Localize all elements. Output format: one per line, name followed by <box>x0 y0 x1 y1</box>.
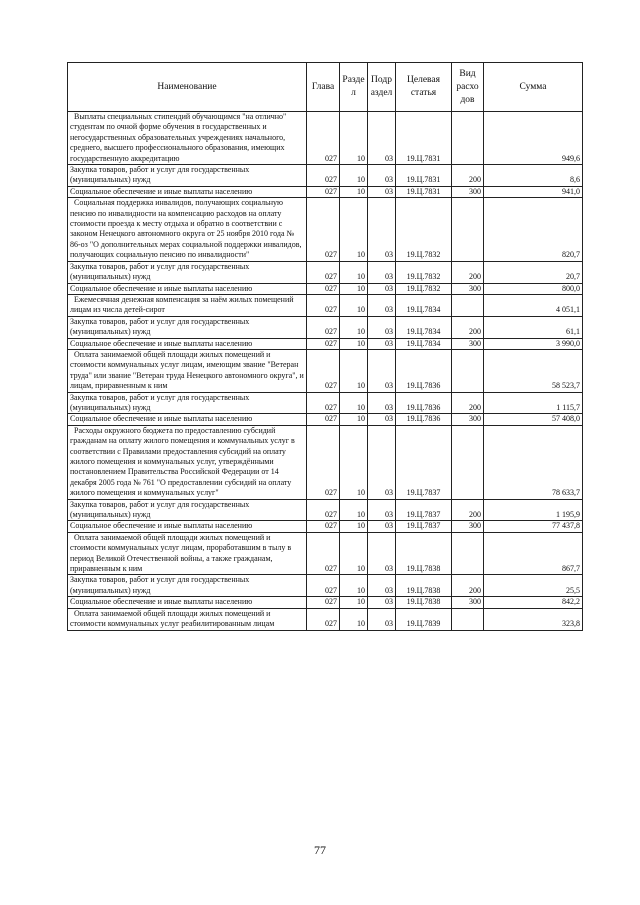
row-name-cell: Социальное обеспечение и иные выплаты населению <box>68 186 307 197</box>
table-row <box>68 414 583 425</box>
row-razdel-cell: 10 <box>340 575 368 597</box>
row-target-cell: 19.Ц.7834 <box>396 338 452 349</box>
table-row <box>68 283 583 294</box>
header-name: Наименование <box>68 63 307 112</box>
row-razdel-cell: 10 <box>340 532 368 575</box>
row-sum-cell: 949,6 <box>484 112 583 165</box>
row-target-cell: 19.Ц.7838 <box>396 532 452 575</box>
row-sum-cell: 8,6 <box>484 165 583 187</box>
row-glava-cell: 027 <box>307 575 340 597</box>
row-name-cell: Расходы окружного бюджета по предоставлению субсидий гражданам на оплату жилого помещения и коммунальных услуг в соответствии с Правилами предоставления субсидий на оплату жилого помещения и коммунальных услуг, утверждёнными постановлением Правительства Российской Федерации от 14 декабря 2005 года № 761 "О предоставлении субсидий на оплату жилого помещения и коммунальных услуг" <box>68 425 307 499</box>
row-target-cell: 19.Ц.7839 <box>396 608 452 630</box>
row-name-cell: Закупка товаров, работ и услуг для государственных (муниципальных) нужд <box>68 165 307 187</box>
row-podrazdel-cell: 03 <box>368 198 396 261</box>
row-razdel-cell: 10 <box>340 521 368 532</box>
row-razdel-cell: 10 <box>340 198 368 261</box>
table-row <box>68 198 583 261</box>
table-row <box>68 261 583 283</box>
row-target-cell: 19.Ц.7838 <box>396 575 452 597</box>
table-row <box>68 608 583 630</box>
table-row <box>68 575 583 597</box>
header-expense-type: Вид расхо дов <box>452 63 484 112</box>
row-glava-cell: 027 <box>307 597 340 608</box>
row-target-cell: 19.Ц.7832 <box>396 198 452 261</box>
table-header-row <box>68 63 583 112</box>
row-sum-cell: 20,7 <box>484 261 583 283</box>
row-glava-cell: 027 <box>307 521 340 532</box>
table-row <box>68 338 583 349</box>
row-target-cell: 19.Ц.7831 <box>396 186 452 197</box>
row-glava-cell: 027 <box>307 261 340 283</box>
row-glava-cell: 027 <box>307 283 340 294</box>
row-name-cell: Ежемесячная денежная компенсация за наём жилых помещений лицам из числа детей-сирот <box>68 294 307 316</box>
row-name-cell: Закупка товаров, работ и услуг для государственных (муниципальных) нужд <box>68 575 307 597</box>
table-row <box>68 294 583 316</box>
row-target-cell: 19.Ц.7831 <box>396 112 452 165</box>
table-row <box>68 349 583 392</box>
row-name-cell: Социальная поддержка инвалидов, получающих социальную пенсию по инвалидности на компенсацию расходов на оплату стоимости проезда к месту отдыха и обратно в соответствии с законом Ненецкого автономного округа от 25 ноября 2010 года № 86-оз "О дополнительных мерах социальной поддержки инвалидов, получающих социальную пенсию по инвалидности" <box>68 198 307 261</box>
row-razdel-cell: 10 <box>340 294 368 316</box>
row-razdel-cell: 10 <box>340 392 368 414</box>
row-name-cell: Оплата занимаемой общей площади жилых помещений и стоимости коммунальных услуг лицам, проработавшим в тылу в период Великой Отечественной войны, а также гражданам, приравненным к ним <box>68 532 307 575</box>
row-glava-cell: 027 <box>307 349 340 392</box>
row-sum-cell: 800,0 <box>484 283 583 294</box>
row-sum-cell: 77 437,8 <box>484 521 583 532</box>
row-razdel-cell: 10 <box>340 283 368 294</box>
row-sum-cell: 3 990,0 <box>484 338 583 349</box>
row-expense-type-cell <box>452 608 484 630</box>
row-glava-cell: 027 <box>307 165 340 187</box>
row-name-cell: Закупка товаров, работ и услуг для государственных (муниципальных) нужд <box>68 392 307 414</box>
row-podrazdel-cell: 03 <box>368 414 396 425</box>
row-sum-cell: 25,5 <box>484 575 583 597</box>
header-sum: Сумма <box>484 63 583 112</box>
row-name-cell: Социальное обеспечение и иные выплаты населению <box>68 521 307 532</box>
row-razdel-cell: 10 <box>340 349 368 392</box>
row-expense-type-cell <box>452 112 484 165</box>
row-name-cell: Оплата занимаемой общей площади жилых помещений и стоимости коммунальных услуг реабилитированным лицам <box>68 608 307 630</box>
table-row <box>68 186 583 197</box>
row-expense-type-cell <box>452 198 484 261</box>
table-row <box>68 165 583 187</box>
row-expense-type-cell <box>452 294 484 316</box>
table-row <box>68 521 583 532</box>
header-target: Целевая статья <box>396 63 452 112</box>
row-target-cell: 19.Ц.7832 <box>396 261 452 283</box>
row-podrazdel-cell: 03 <box>368 499 396 521</box>
row-podrazdel-cell: 03 <box>368 608 396 630</box>
row-name-cell: Социальное обеспечение и иные выплаты населению <box>68 597 307 608</box>
row-sum-cell: 1 115,7 <box>484 392 583 414</box>
row-sum-cell: 78 633,7 <box>484 425 583 499</box>
row-expense-type-cell: 200 <box>452 261 484 283</box>
table-row <box>68 316 583 338</box>
row-podrazdel-cell: 03 <box>368 349 396 392</box>
row-sum-cell: 867,7 <box>484 532 583 575</box>
table-row <box>68 112 583 165</box>
row-razdel-cell: 10 <box>340 597 368 608</box>
table-body <box>68 112 583 631</box>
row-razdel-cell: 10 <box>340 165 368 187</box>
row-podrazdel-cell: 03 <box>368 575 396 597</box>
row-expense-type-cell: 300 <box>452 283 484 294</box>
row-expense-type-cell: 200 <box>452 575 484 597</box>
row-glava-cell: 027 <box>307 392 340 414</box>
table-row <box>68 425 583 499</box>
header-razdel: Разде л <box>340 63 368 112</box>
row-glava-cell: 027 <box>307 112 340 165</box>
row-expense-type-cell <box>452 532 484 575</box>
row-expense-type-cell: 200 <box>452 392 484 414</box>
row-glava-cell: 027 <box>307 338 340 349</box>
row-target-cell: 19.Ц.7834 <box>396 316 452 338</box>
row-glava-cell: 027 <box>307 608 340 630</box>
row-expense-type-cell <box>452 349 484 392</box>
row-razdel-cell: 10 <box>340 425 368 499</box>
row-sum-cell: 820,7 <box>484 198 583 261</box>
row-target-cell: 19.Ц.7834 <box>396 294 452 316</box>
row-sum-cell: 57 408,0 <box>484 414 583 425</box>
row-podrazdel-cell: 03 <box>368 165 396 187</box>
row-target-cell: 19.Ц.7837 <box>396 521 452 532</box>
row-podrazdel-cell: 03 <box>368 112 396 165</box>
header-podrazdel: Подр аздел <box>368 63 396 112</box>
row-expense-type-cell: 300 <box>452 521 484 532</box>
table-row <box>68 499 583 521</box>
table-row <box>68 597 583 608</box>
row-razdel-cell: 10 <box>340 261 368 283</box>
row-sum-cell: 323,8 <box>484 608 583 630</box>
row-expense-type-cell: 300 <box>452 414 484 425</box>
table-row <box>68 532 583 575</box>
row-sum-cell: 4 051,1 <box>484 294 583 316</box>
row-podrazdel-cell: 03 <box>368 392 396 414</box>
row-glava-cell: 027 <box>307 316 340 338</box>
row-podrazdel-cell: 03 <box>368 261 396 283</box>
row-glava-cell: 027 <box>307 532 340 575</box>
row-razdel-cell: 10 <box>340 338 368 349</box>
row-expense-type-cell <box>452 425 484 499</box>
row-sum-cell: 58 523,7 <box>484 349 583 392</box>
row-podrazdel-cell: 03 <box>368 597 396 608</box>
row-podrazdel-cell: 03 <box>368 294 396 316</box>
row-expense-type-cell: 200 <box>452 165 484 187</box>
row-name-cell: Социальное обеспечение и иные выплаты населению <box>68 414 307 425</box>
row-glava-cell: 027 <box>307 294 340 316</box>
row-name-cell: Социальное обеспечение и иные выплаты населению <box>68 338 307 349</box>
row-target-cell: 19.Ц.7836 <box>396 414 452 425</box>
row-podrazdel-cell: 03 <box>368 532 396 575</box>
row-razdel-cell: 10 <box>340 112 368 165</box>
page-number: 77 <box>314 843 326 857</box>
row-name-cell: Социальное обеспечение и иные выплаты населению <box>68 283 307 294</box>
row-razdel-cell: 10 <box>340 316 368 338</box>
row-glava-cell: 027 <box>307 186 340 197</box>
row-target-cell: 19.Ц.7836 <box>396 349 452 392</box>
row-podrazdel-cell: 03 <box>368 186 396 197</box>
row-podrazdel-cell: 03 <box>368 283 396 294</box>
row-razdel-cell: 10 <box>340 186 368 197</box>
row-sum-cell: 1 195,9 <box>484 499 583 521</box>
budget-table <box>67 62 583 631</box>
row-expense-type-cell: 300 <box>452 338 484 349</box>
row-expense-type-cell: 200 <box>452 499 484 521</box>
row-podrazdel-cell: 03 <box>368 316 396 338</box>
row-name-cell: Выплаты специальных стипендий обучающимся "на отлично" студентам по очной форме обучения в государственных и негосударственных образовательных учреждениях начального, среднего, высшего профессионального образования, имеющих государственную аккредитацию <box>68 112 307 165</box>
row-target-cell: 19.Ц.7836 <box>396 392 452 414</box>
row-target-cell: 19.Ц.7838 <box>396 597 452 608</box>
row-sum-cell: 842,2 <box>484 597 583 608</box>
row-glava-cell: 027 <box>307 425 340 499</box>
row-expense-type-cell: 300 <box>452 186 484 197</box>
row-glava-cell: 027 <box>307 414 340 425</box>
row-expense-type-cell: 300 <box>452 597 484 608</box>
row-expense-type-cell: 200 <box>452 316 484 338</box>
header-glava: Глава <box>307 63 340 112</box>
row-razdel-cell: 10 <box>340 414 368 425</box>
row-sum-cell: 941,0 <box>484 186 583 197</box>
row-podrazdel-cell: 03 <box>368 338 396 349</box>
row-podrazdel-cell: 03 <box>368 425 396 499</box>
row-name-cell: Закупка товаров, работ и услуг для государственных (муниципальных) нужд <box>68 261 307 283</box>
row-target-cell: 19.Ц.7837 <box>396 425 452 499</box>
row-name-cell: Закупка товаров, работ и услуг для государственных (муниципальных) нужд <box>68 316 307 338</box>
row-target-cell: 19.Ц.7831 <box>396 165 452 187</box>
row-glava-cell: 027 <box>307 198 340 261</box>
row-target-cell: 19.Ц.7837 <box>396 499 452 521</box>
row-razdel-cell: 10 <box>340 499 368 521</box>
row-razdel-cell: 10 <box>340 608 368 630</box>
row-glava-cell: 027 <box>307 499 340 521</box>
row-target-cell: 19.Ц.7832 <box>396 283 452 294</box>
row-podrazdel-cell: 03 <box>368 521 396 532</box>
row-sum-cell: 61,1 <box>484 316 583 338</box>
row-name-cell: Оплата занимаемой общей площади жилых помещений и стоимости коммунальных услуг лицам, имеющим звание "Ветеран труда" или звание "Ветеран труда Ненецкого автономного округа", и лицам, приравненным к ним <box>68 349 307 392</box>
row-name-cell: Закупка товаров, работ и услуг для государственных (муниципальных) нужд <box>68 499 307 521</box>
table-row <box>68 392 583 414</box>
